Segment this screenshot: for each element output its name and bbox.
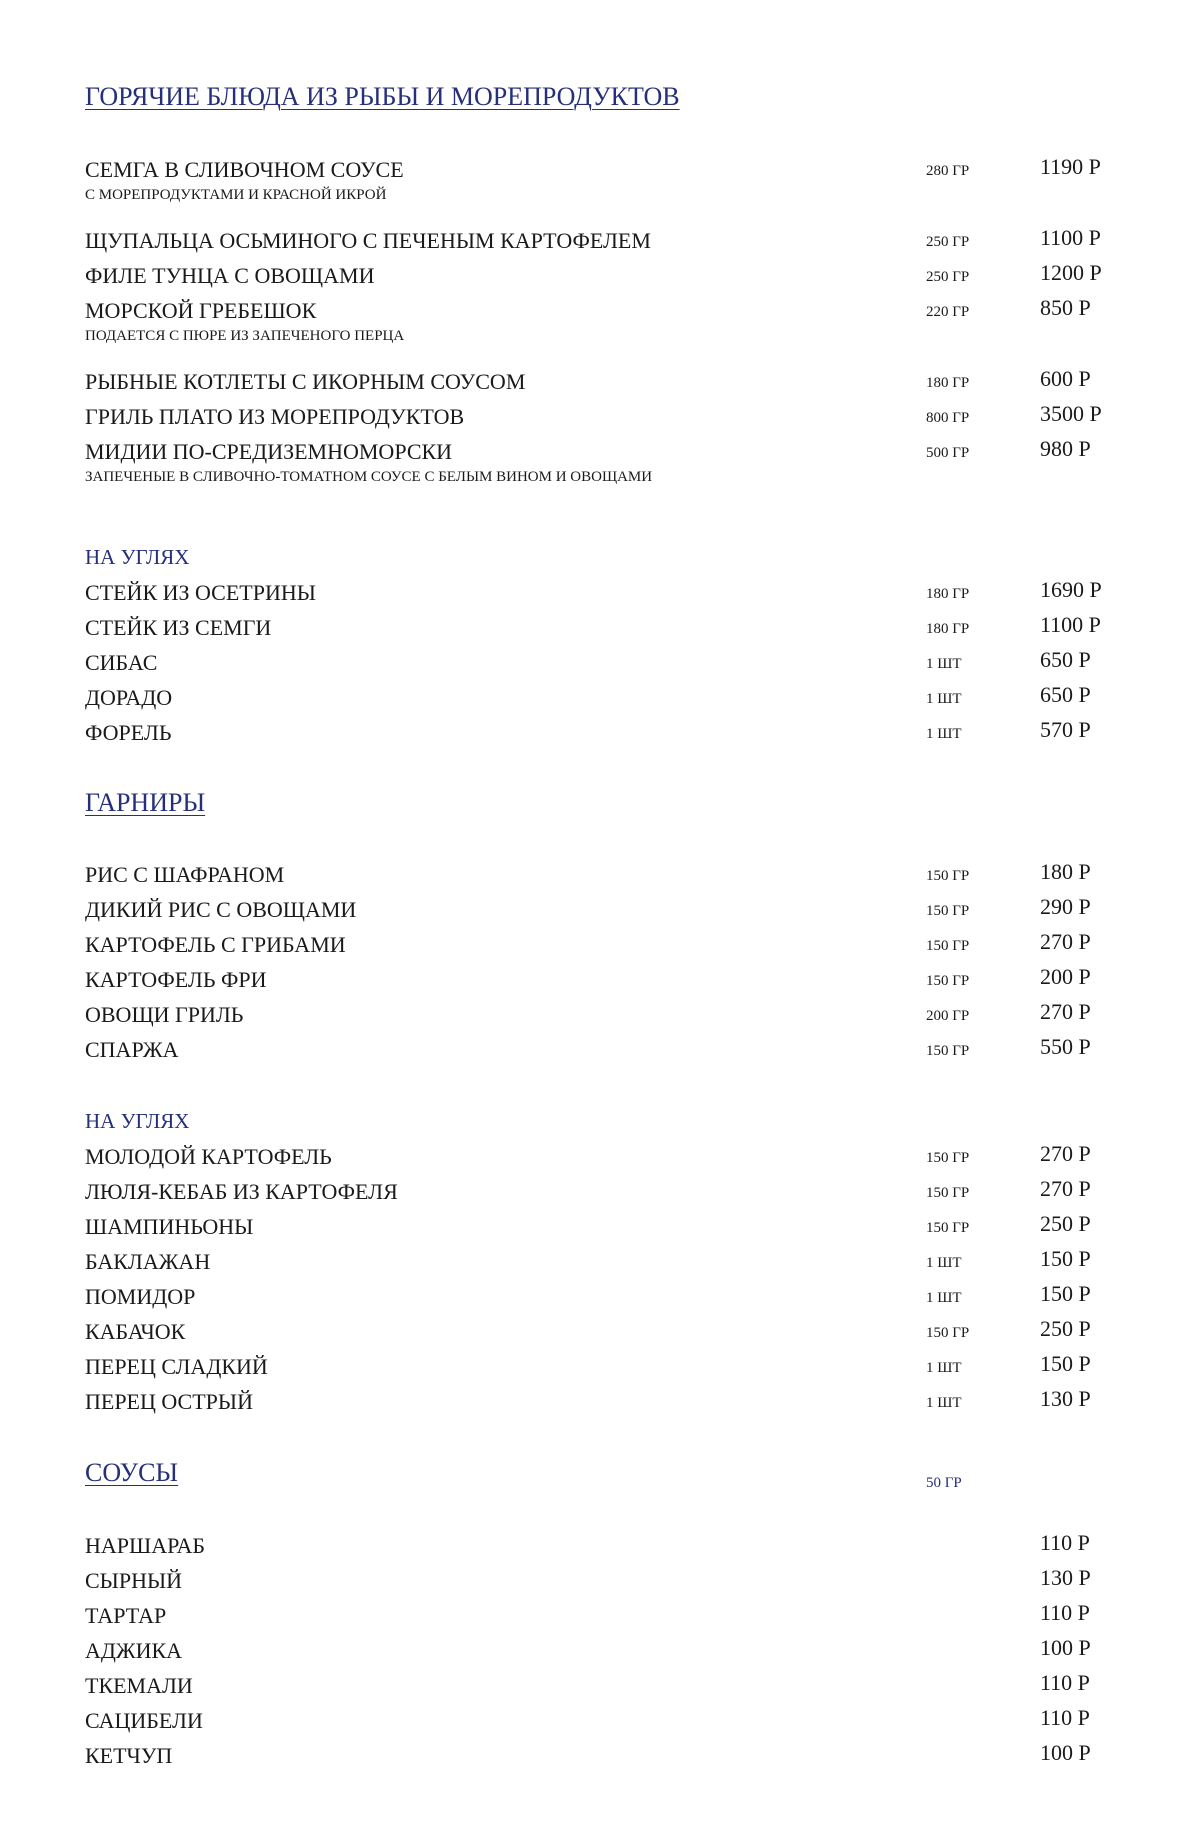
item-price: 250 Р [1040,1211,1091,1236]
item-price: 150 Р [1040,1281,1091,1306]
item-price: 1100 Р [1040,612,1101,637]
menu-item [0,1386,1200,1419]
menu-item [0,1246,1200,1279]
item-weight: 180 ГР [926,586,970,602]
item-weight: 150 ГР [926,1150,970,1166]
item-name: СЫРНЫЙ [85,1568,183,1593]
item-price: 110 Р [1040,1600,1090,1625]
menu-item [0,1670,1200,1703]
item-price: 130 Р [1040,1386,1091,1411]
item-name: РЫБНЫЕ КОТЛЕТЫ С ИКОРНЫМ СОУСОМ [85,369,526,394]
item-name: ГРИЛЬ ПЛАТО ИЗ МОРЕПРОДУКТОВ [85,404,465,429]
item-note: С МОРЕПРОДУКТАМИ И КРАСНОЙ ИКРОЙ [85,187,387,203]
item-name: МОРСКОЙ ГРЕБЕШОК [85,298,317,323]
item-name: ДОРАДО [85,685,173,710]
item-weight: 150 ГР [926,903,970,919]
item-name: РИС С ШАФРАНОМ [85,862,285,887]
item-name: КАБАЧОК [85,1319,186,1344]
section-title-sauces: СОУСЫ [85,1458,179,1487]
item-weight: 1 ШТ [926,726,962,742]
item-weight: 500 ГР [926,445,970,461]
item-price: 200 Р [1040,964,1091,989]
item-price: 110 Р [1040,1670,1090,1695]
menu-item [0,682,1200,715]
item-name: ШАМПИНЬОНЫ [85,1214,254,1239]
item-weight: 280 ГР [926,163,970,179]
menu-item [0,929,1200,962]
menu-item [0,894,1200,927]
item-price: 100 Р [1040,1635,1091,1660]
item-price: 110 Р [1040,1705,1090,1730]
menu-item [0,1034,1200,1067]
item-price: 1200 Р [1040,260,1102,285]
item-weight: 150 ГР [926,938,970,954]
item-name: ТАРТАР [85,1603,167,1628]
menu-item [0,295,1200,344]
menu-item [0,612,1200,645]
item-name: ЛЮЛЯ-КЕБАБ ИЗ КАРТОФЕЛЯ [85,1179,398,1204]
section-title-fish: ГОРЯЧИЕ БЛЮДА ИЗ РЫБЫ И МОРЕПРОДУКТОВ [85,82,680,111]
item-name: БАКЛАЖАН [85,1249,211,1274]
menu-item [0,964,1200,997]
menu-item [0,436,1200,485]
menu-item [0,859,1200,892]
item-weight: 150 ГР [926,1220,970,1236]
item-price: 1690 Р [1040,577,1102,602]
item-price: 100 Р [1040,1740,1091,1765]
item-weight: 250 ГР [926,234,970,250]
item-name: СПАРЖА [85,1037,179,1062]
item-name: ДИКИЙ РИС С ОВОЩАМИ [85,897,357,922]
item-name: МОЛОДОЙ КАРТОФЕЛЬ [85,1144,332,1169]
item-name: КЕТЧУП [85,1743,173,1768]
item-name: ФИЛЕ ТУНЦА С ОВОЩАМИ [85,263,375,288]
item-price: 290 Р [1040,894,1091,919]
item-name: СИБАС [85,650,158,675]
section-title-sides: ГАРНИРЫ [85,788,206,817]
item-weight: 1 ШТ [926,1255,962,1271]
item-weight: 1 ШТ [926,691,962,707]
item-weight: 180 ГР [926,375,970,391]
item-note: ЗАПЕЧЕНЫЕ В СЛИВОЧНО-ТОМАТНОМ СОУСЕ С БЕЛЫМ ВИНОМ И ОВОЩАМИ [85,469,653,485]
item-price: 650 Р [1040,647,1091,672]
menu-item [0,577,1200,610]
item-weight: 800 ГР [926,410,970,426]
menu-item [0,999,1200,1032]
item-name: СТЕЙК ИЗ ОСЕТРИНЫ [85,580,316,605]
item-weight: 1 ШТ [926,1290,962,1306]
menu-item [0,366,1200,399]
item-name: КАРТОФЕЛЬ С ГРИБАМИ [85,932,346,957]
sauces-weight: 50 ГР [926,1475,962,1491]
item-price: 650 Р [1040,682,1091,707]
item-price: 980 Р [1040,436,1091,461]
item-price: 570 Р [1040,717,1091,742]
menu-item [0,1705,1200,1738]
item-name: ПЕРЕЦ ОСТРЫЙ [85,1389,253,1414]
item-weight: 1 ШТ [926,656,962,672]
item-price: 850 Р [1040,295,1091,320]
item-name: ПОМИДОР [85,1284,196,1309]
menu-item [0,260,1200,293]
item-price: 180 Р [1040,859,1091,884]
item-price: 270 Р [1040,929,1091,954]
section-title-fish-coals: НА УГЛЯХ [85,545,190,569]
menu-item [0,1565,1200,1598]
menu-item [0,1176,1200,1209]
item-weight: 150 ГР [926,1325,970,1341]
item-price: 600 Р [1040,366,1091,391]
item-name: НАРШАРАБ [85,1533,206,1558]
item-price: 3500 Р [1040,401,1102,426]
menu-item [0,1530,1200,1563]
item-name: СТЕЙК ИЗ СЕМГИ [85,615,272,640]
item-name: ТКЕМАЛИ [85,1673,193,1698]
item-name: ОВОЩИ ГРИЛЬ [85,1002,244,1027]
menu-item [0,717,1200,750]
item-price: 270 Р [1040,1176,1091,1201]
item-price: 150 Р [1040,1351,1091,1376]
menu-item [0,1141,1200,1174]
item-name: СЕМГА В СЛИВОЧНОМ СОУСЕ [85,157,404,182]
item-price: 1190 Р [1040,154,1101,179]
menu-item [0,1211,1200,1244]
item-name: АДЖИКА [85,1638,183,1663]
item-weight: 150 ГР [926,1185,970,1201]
menu-item [0,1740,1200,1773]
item-weight: 1 ШТ [926,1360,962,1376]
item-name: САЦИБЕЛИ [85,1708,203,1733]
item-name: МИДИИ ПО-СРЕДИЗЕМНОМОРСКИ [85,439,453,464]
menu-item [0,154,1200,203]
menu-item [0,1281,1200,1314]
menu-item [0,1635,1200,1668]
item-price: 130 Р [1040,1565,1091,1590]
item-price: 270 Р [1040,999,1091,1024]
section-title-sides-coals: НА УГЛЯХ [85,1109,190,1133]
item-note: ПОДАЕТСЯ С ПЮРЕ ИЗ ЗАПЕЧЕНОГО ПЕРЦА [85,328,405,344]
item-weight: 250 ГР [926,269,970,285]
item-weight: 200 ГР [926,1008,970,1024]
item-weight: 150 ГР [926,1043,970,1059]
item-name: КАРТОФЕЛЬ ФРИ [85,967,267,992]
item-price: 150 Р [1040,1246,1091,1271]
item-price: 250 Р [1040,1316,1091,1341]
item-weight: 150 ГР [926,973,970,989]
menu-item [0,1316,1200,1349]
menu-item [0,401,1200,434]
item-price: 1100 Р [1040,225,1101,250]
item-weight: 1 ШТ [926,1395,962,1411]
menu-item [0,647,1200,680]
item-weight: 150 ГР [926,868,970,884]
menu-item [0,1600,1200,1633]
menu-item [0,225,1200,258]
menu-item [0,1351,1200,1384]
item-name: ПЕРЕЦ СЛАДКИЙ [85,1354,268,1379]
item-name: ЩУПАЛЬЦА ОСЬМИНОГО С ПЕЧЕНЫМ КАРТОФЕЛЕМ [85,228,651,253]
item-name: ФОРЕЛЬ [85,720,172,745]
item-price: 110 Р [1040,1530,1090,1555]
item-price: 270 Р [1040,1141,1091,1166]
item-price: 550 Р [1040,1034,1091,1059]
item-weight: 220 ГР [926,304,970,320]
item-weight: 180 ГР [926,621,970,637]
